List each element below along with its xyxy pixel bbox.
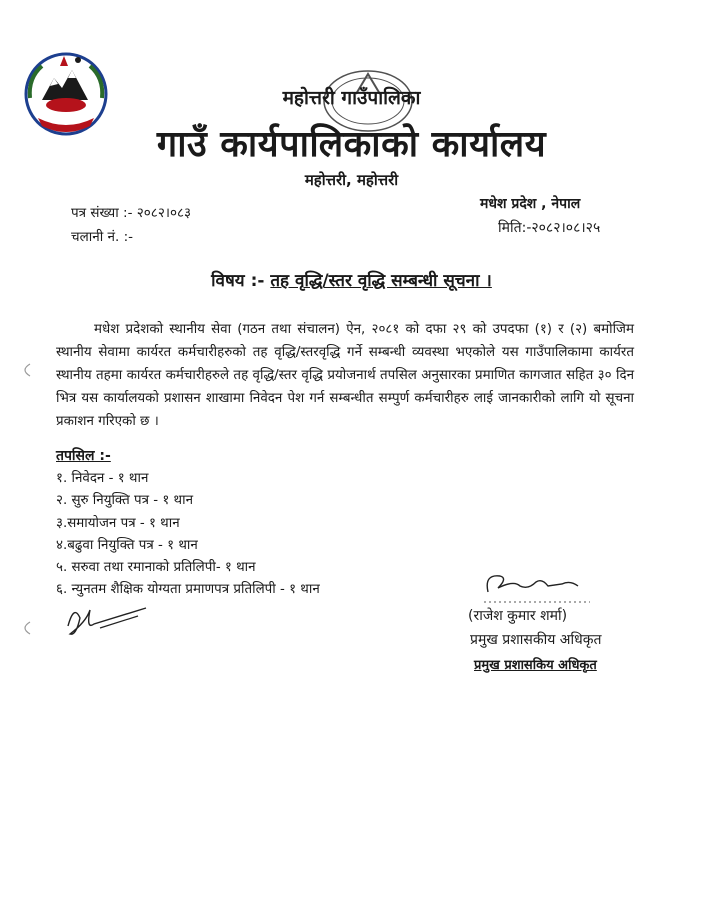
margin-mark-icon bbox=[18, 362, 34, 378]
margin-mark-icon bbox=[18, 620, 34, 636]
designation-stamp: प्रमुख प्रशासकिय अधिकृत bbox=[474, 658, 597, 673]
list-item: ५. सरुवा तथा रमानाको प्रतिलिपी- १ थान bbox=[56, 560, 256, 576]
enclosure-title: तपसिल :- bbox=[56, 448, 111, 464]
municipality-name: महोत्तरी गाउँपालिका bbox=[282, 87, 421, 109]
list-item: ३.समायोजन पत्र - १ थान bbox=[56, 515, 180, 531]
list-item: २. सुरु नियुक्ति पत्र - १ थान bbox=[56, 493, 194, 509]
enclosure-list bbox=[56, 468, 320, 602]
list-item: ४.बढुवा नियुक्ति पत्र - १ थान bbox=[56, 537, 198, 553]
dispatch-number: चलानी नं. :- bbox=[71, 229, 133, 245]
officer-designation: प्रमुख प्रशासकीय अधिकृत bbox=[470, 632, 602, 648]
initial-signature-icon bbox=[60, 596, 152, 642]
province-name: मधेश प्रदेश , नेपाल bbox=[480, 196, 581, 212]
subject-label: विषय :- bbox=[211, 271, 265, 291]
reference-number: पत्र संख्या :- २०८२।०८३ bbox=[71, 205, 192, 221]
notice-date: मिति:-२०८२।०८।२५ bbox=[498, 220, 601, 236]
subject-line bbox=[0, 268, 703, 291]
officer-signature-icon bbox=[478, 568, 598, 604]
list-item: ६. न्युनतम शैक्षिक योग्यता प्रमाणपत्र प्रतिलिपी - १ थान bbox=[56, 582, 320, 598]
office-title: गाउँ कार्यपालिकाको कार्यालय bbox=[156, 124, 547, 165]
office-address: महोत्तरी, महोत्तरी bbox=[304, 171, 399, 189]
notice-body: मधेश प्रदेशको स्थानीय सेवा (गठन तथा संचालन) ऐन, २०८१ को दफा २९ को उपदफा (१) र (२) बमोजिम स्थानीय सेवामा कार्यरत कर्मचारीहरुको तह वृद्धि/स्तरवृद्धि गर्ने सम्बन्धी व्यवस्था भएकोले यस गाउँपालिकामा कार्यरत स्थानीय तहमा कार्यरत कर्मचारीहरुले तह वृद्धि/स्तर वृद्धि प्रयोजनार्थ तपसिल अनुसारका प्रमाणित कागजात सहित ३० दिन भित्र यस कार्यालयको प्रशासन शाखामा निवेदन पेश गर्न सम्बन्धीत सम्पुर्ण कर्मचारीहरु लाई जानकारीको लागि यो सूचना प्रकाशन गरिएको छ । bbox=[56, 322, 634, 429]
officer-name: (राजेश कुमार शर्मा) bbox=[468, 608, 568, 624]
subject-text: तह वृद्धि/स्तर वृद्धि सम्बन्धी सूचना । bbox=[270, 271, 492, 291]
list-item: १. निवेदन - १ थान bbox=[56, 471, 149, 486]
